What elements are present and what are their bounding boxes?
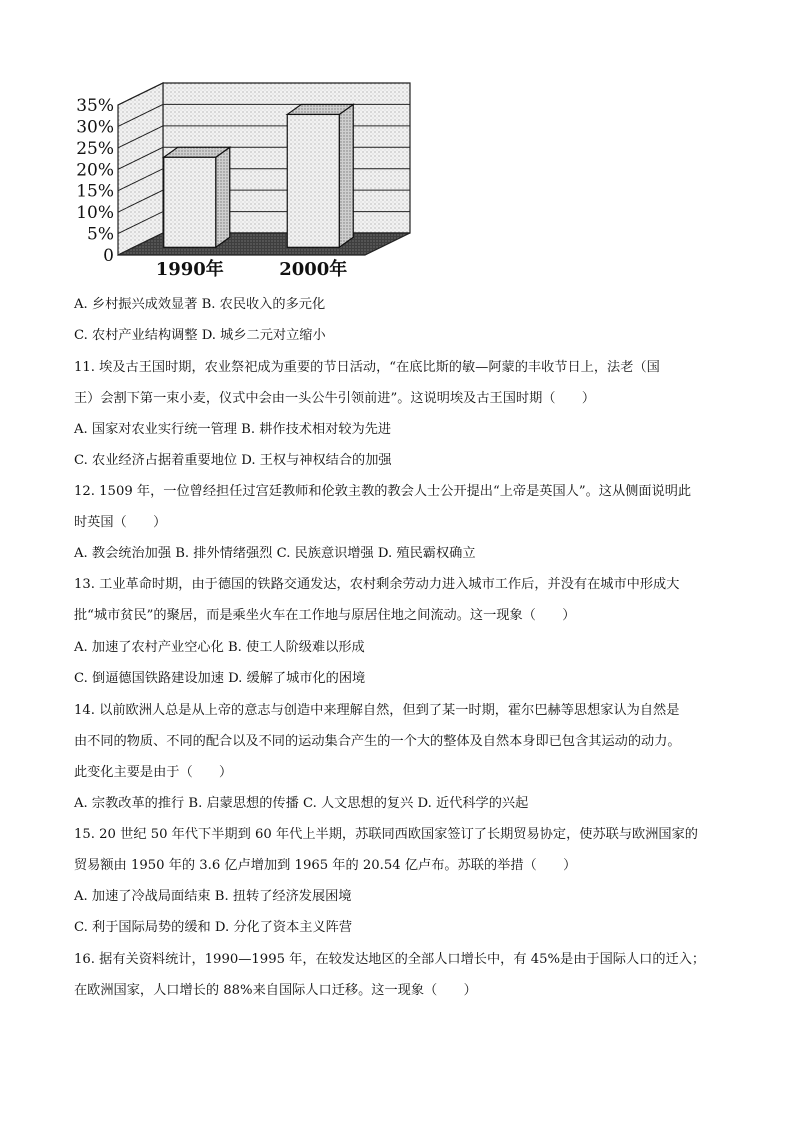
text-line: 时英国（ ） xyxy=(74,515,167,530)
y-tick-label: 20% xyxy=(76,160,114,181)
y-tick-label: 10% xyxy=(76,203,114,224)
text-line: C. 农村产业结构调整 D. 城乡二元对立缩小 xyxy=(74,328,326,343)
text-line: 12. 1509 年，一位曾经担任过宫廷教师和伦敦主教的教会人士公开提出“上帝是英国人”。这从侧面说明此 xyxy=(74,484,692,499)
bar-side xyxy=(339,104,353,247)
bar-side xyxy=(216,147,230,247)
text-line: 15. 20 世纪 50 年代下半期到 60 年代上半期，苏联同西欧国家签订了长期贸易协定，使苏联与欧洲国家的 xyxy=(74,827,698,842)
bar-chart xyxy=(70,75,420,285)
text-line: A. 乡村振兴成效显著 B. 农民收入的多元化 xyxy=(74,297,326,312)
chart-y-ticks xyxy=(76,96,114,266)
text-line: A. 加速了农村产业空心化 B. 使工人阶级难以形成 xyxy=(74,640,365,655)
text-line: A. 教会统治加强 B. 排外情绪强烈 C. 民族意识增强 D. 殖民霸权确立 xyxy=(74,546,476,561)
text-line: 14. 以前欧洲人总是从上帝的意志与创造中来理解自然，但到了某一时期，霍尔巴赫等思想家认为自然是 xyxy=(74,703,680,718)
text-line: A. 国家对农业实行统一管理 B. 耕作技术相对较为先进 xyxy=(74,422,392,437)
text-line: A. 宗教改革的推行 B. 启蒙思想的传播 C. 人文思想的复兴 D. 近代科学的兴起 xyxy=(74,796,529,811)
y-tick-label: 30% xyxy=(76,117,114,138)
text-line: 在欧洲国家，人口增长的 88%来自国际人口迁移。这一现象（ ） xyxy=(74,983,477,998)
chart-floor xyxy=(118,233,410,255)
bar-front xyxy=(164,157,216,247)
text-line: 11. 埃及古王国时期，农业祭祀成为重要的节日活动，“在底比斯的敏—阿蒙的丰收节日上，法老（国 xyxy=(74,360,660,375)
chart-x-ticks xyxy=(156,258,348,280)
y-tick-label: 25% xyxy=(76,138,114,159)
text-line: 王）会割下第一束小麦，仪式中会由一头公牛引领前进”。这说明埃及古王国时期（ ） xyxy=(74,391,596,406)
text-line: 13. 工业革命时期，由于德国的铁路交通发达，农村剩余劳动力进入城市工作后，并没有在城市中形成大 xyxy=(74,577,680,592)
chart-side-wall xyxy=(118,83,163,255)
y-tick-label: 35% xyxy=(76,96,114,116)
y-tick-label: 15% xyxy=(76,181,114,202)
text-line: C. 利于国际局势的缓和 D. 分化了资本主义阵营 xyxy=(74,920,353,935)
text-line: A. 加速了冷战局面结束 B. 扭转了经济发展困境 xyxy=(74,889,352,904)
bar xyxy=(164,147,230,247)
x-tick-label: 2000年 xyxy=(279,259,348,280)
y-tick-label: 0 xyxy=(103,246,114,266)
bar xyxy=(287,104,353,247)
text-line: 贸易额由 1950 年的 3.6 亿卢增加到 1965 年的 20.54 亿卢布。苏联的举措（ ） xyxy=(74,858,577,873)
text-line: 16. 据有关资料统计，1990—1995 年，在较发达地区的全部人口增长中，有 45%是由于国际人口的迁入； xyxy=(74,952,706,967)
text-line: C. 农业经济占据着重要地位 D. 王权与神权结合的加强 xyxy=(74,453,392,468)
text-line: 由不同的物质、不同的配合以及不同的运动集合产生的一个大的整体及自然本身即已包含其运动的动力。 xyxy=(74,734,681,749)
x-tick-label: 1990年 xyxy=(155,259,224,280)
y-tick-label: 5% xyxy=(87,224,114,245)
text-line: 批“城市贫民”的聚居，而是乘坐火车在工作地与原居住地之间流动。这一现象（ ） xyxy=(74,608,576,623)
text-line: C. 倒逼德国铁路建设加速 D. 缓解了城市化的困境 xyxy=(74,671,366,686)
bar-front xyxy=(287,114,339,247)
text-line: 此变化主要是由于（ ） xyxy=(74,765,233,780)
